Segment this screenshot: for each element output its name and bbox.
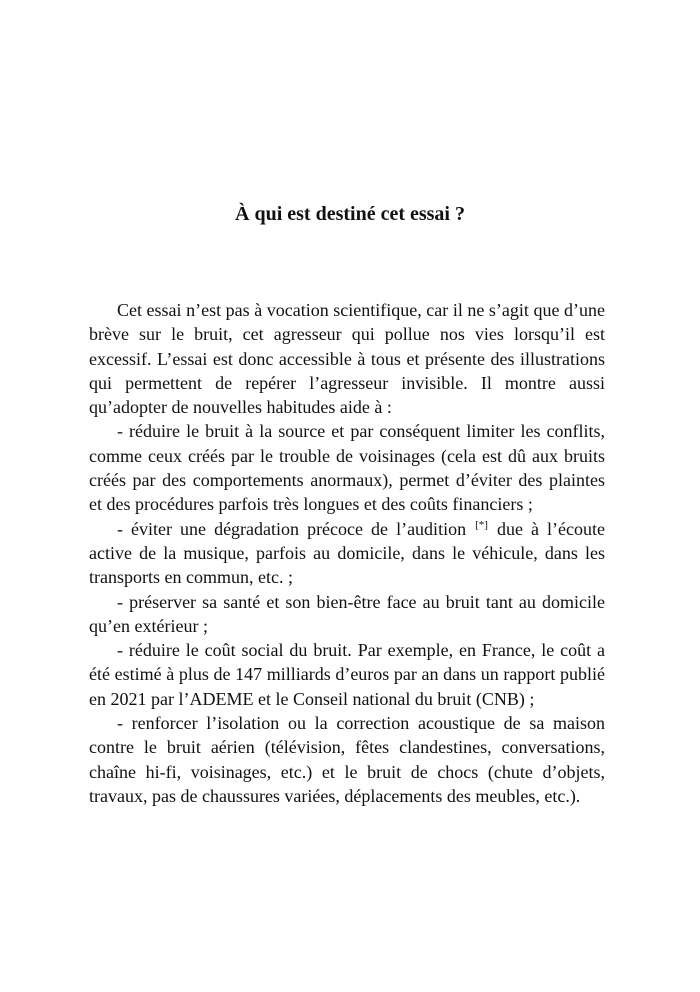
list-item-text: due à l’écoute active de la musique, parfois au domicile, dans le véhicule, dans les transports en commun, etc. ; bbox=[89, 518, 606, 588]
list-item-text: - éviter une dégradation précoce de l’audition bbox=[117, 518, 467, 539]
intro-paragraph: Cet essai n’est pas à vocation scientifique, car il ne s’agit que d’une brève sur le bruit, cet agresseur qui pollue nos vies lorsqu’il est excessif. L’essai est donc accessible à tous et présente des illustrations qui permettent de repérer l’agresseur invisible. Il montre aussi qu’adopter de nouvelles habitudes aide à : bbox=[89, 300, 605, 418]
list-item: - préserver sa santé et son bien-être face au bruit tant au domicile qu’en extérieur ; bbox=[89, 591, 605, 636]
list-item: - renforcer l’isolation ou la correction acoustique de sa maison contre le bruit aérien (télévision, fêtes clandestines, conversations, chaîne hi-fi, voisinages, etc.) et le bruit de chocs (chute d’objets, travaux, pas de chaussures variées, déplacements des meubles, etc.). bbox=[89, 713, 605, 806]
list-item: - réduire le bruit à la source et par conséquent limiter les conflits, comme ceux créés par le trouble de voisinages (cela est dû aux bruits créés par des comportements anormaux), permet d’éviter des plaintes et des procédures parfois très longues et des coûts financiers ; bbox=[89, 421, 605, 515]
list-item: - réduire le coût social du bruit. Par exemple, en France, le coût a été estimé à plus de 147 milliards d’euros par an dans un rapport publié en 2021 par l’ADEME et le Conseil national du bruit (CNB) ; bbox=[89, 640, 605, 709]
body-text bbox=[89, 298, 605, 808]
page-title: À qui est destiné cet essai ? bbox=[235, 203, 465, 225]
footnote-marker[interactable]: [*] bbox=[475, 518, 488, 531]
list-item bbox=[89, 517, 605, 590]
